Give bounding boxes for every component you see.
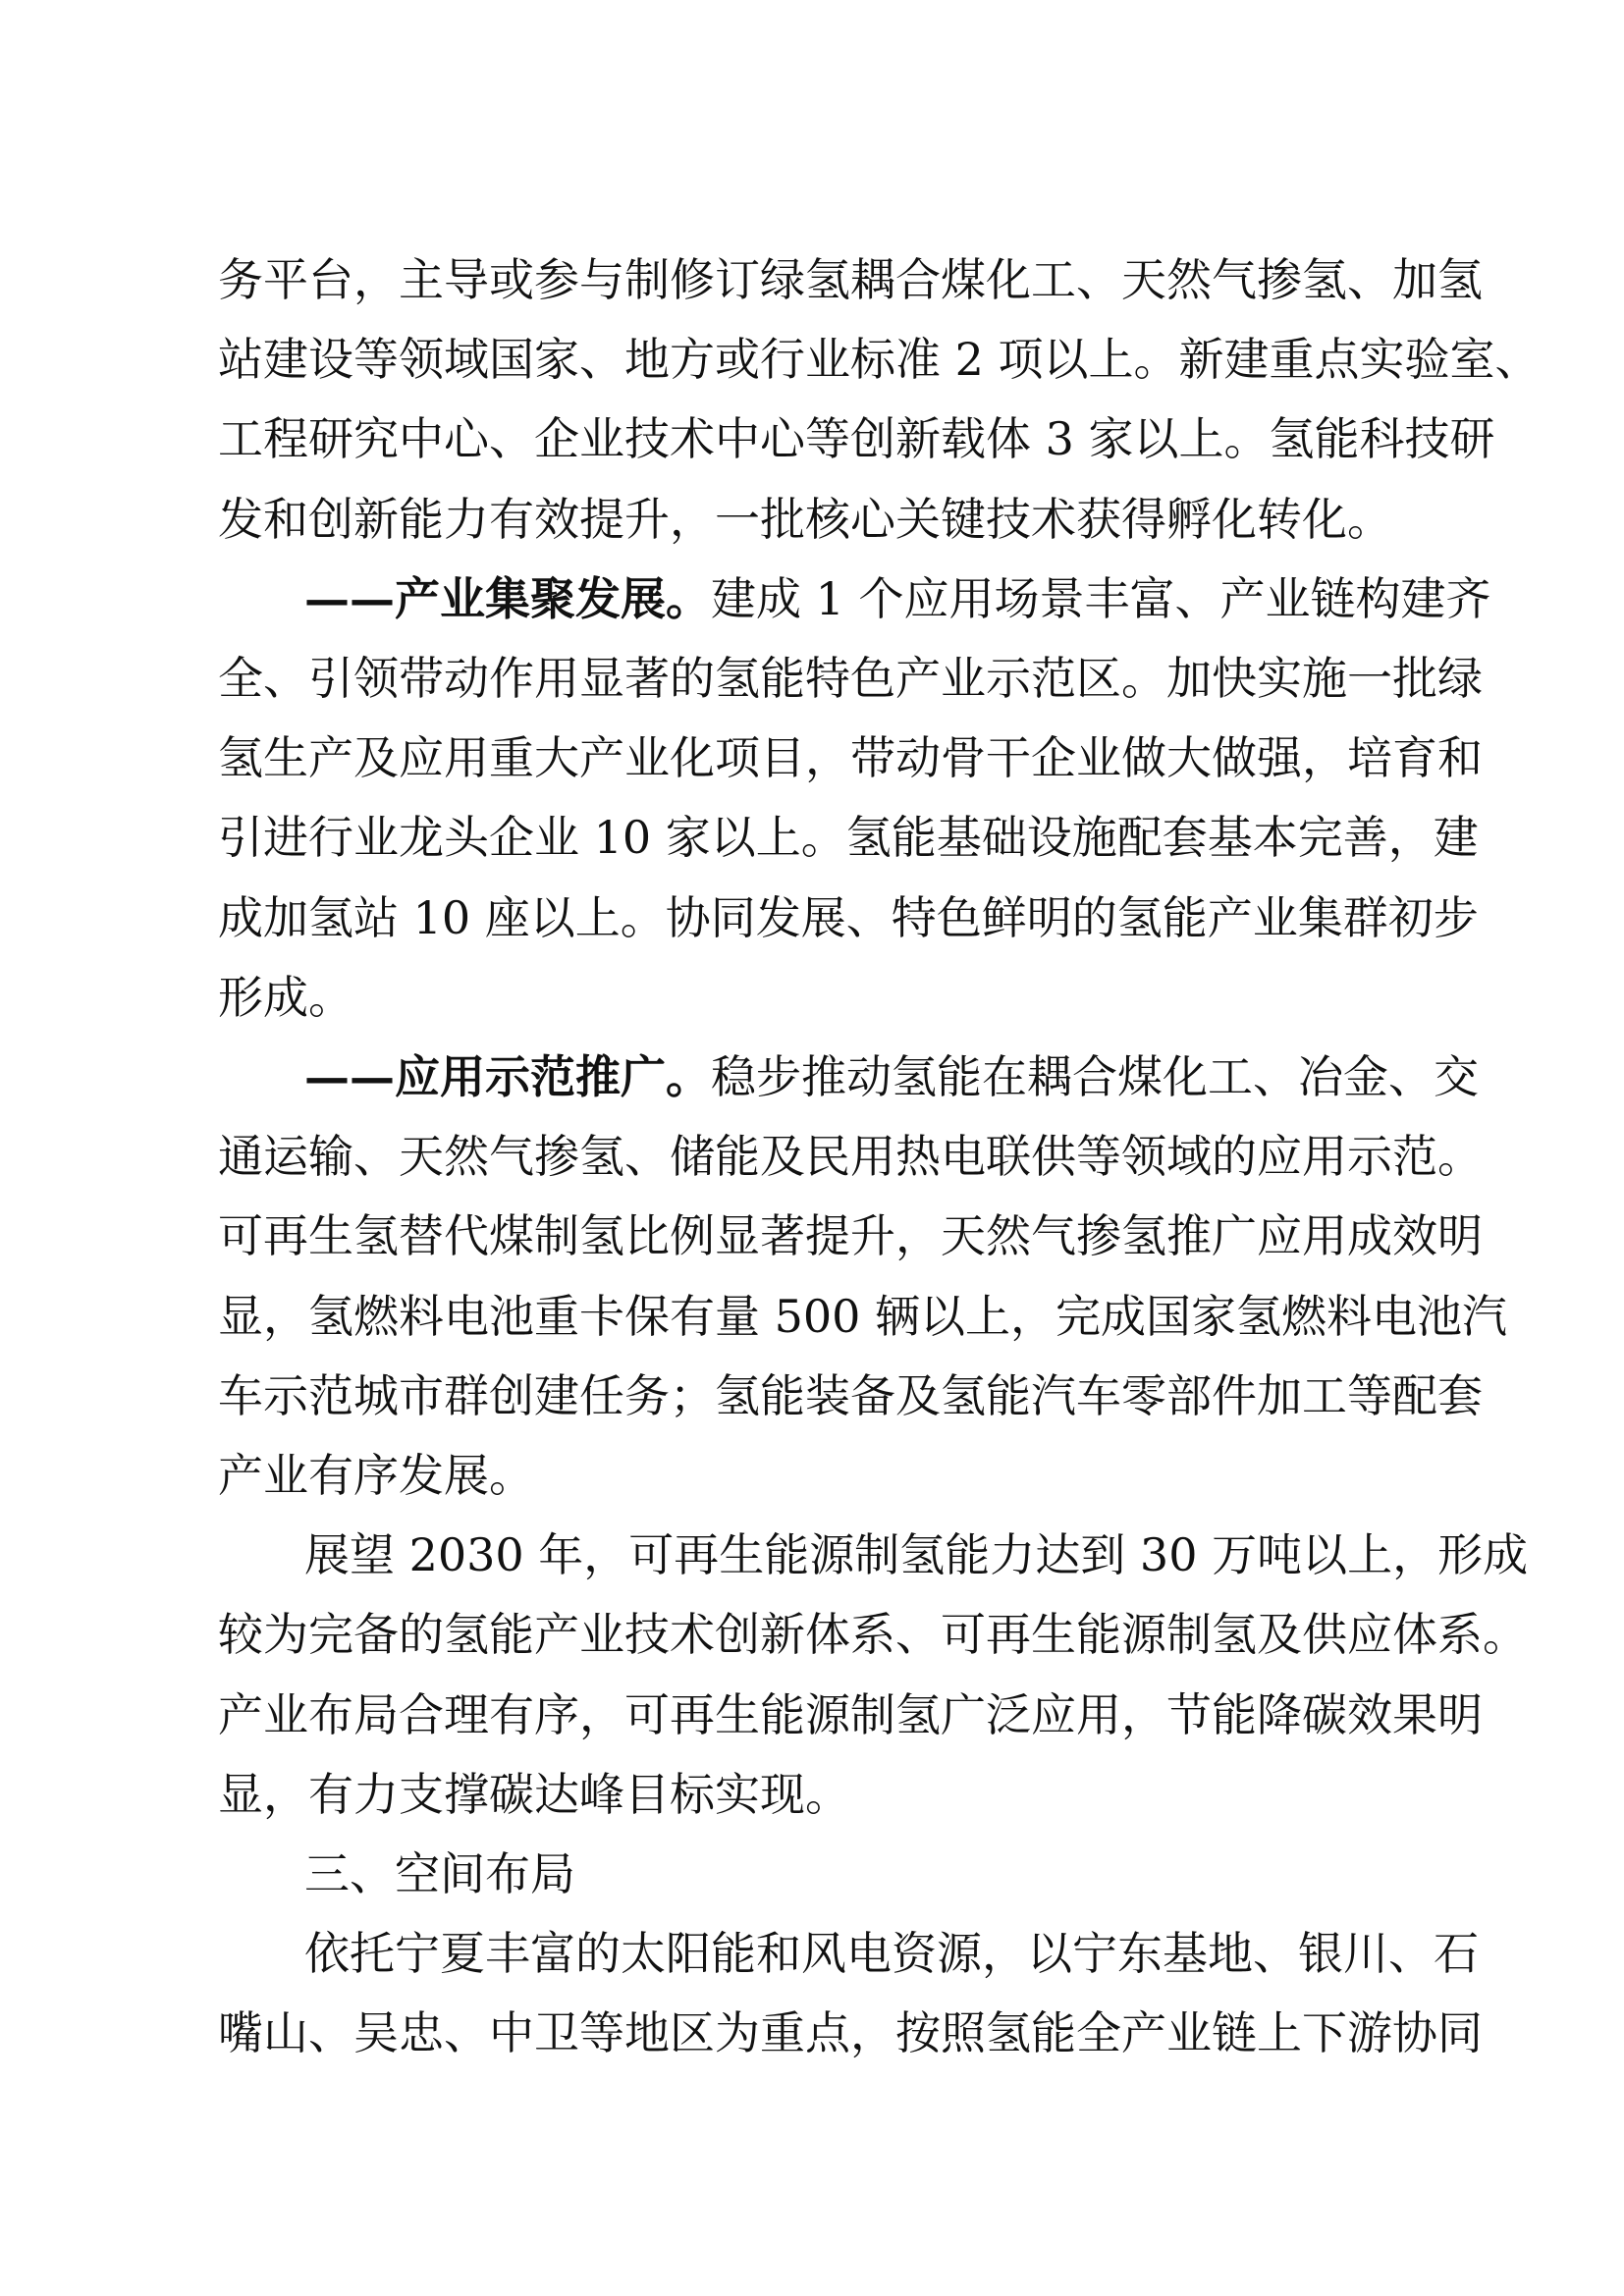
text-line (304, 1844, 1430, 1903)
text-line (218, 728, 1483, 787)
line-text: 务平台，主导或参与制修订绿氢耦合煤化工、天然气掺氢、加氢 (218, 253, 1483, 306)
line-text: 依托宁夏丰富的太阳能和风电资源，以宁东基地、银川、石 (304, 1927, 1479, 1981)
line-text: 展望 2030 年，可再生能源制氢能力达到 30 万吨以上，形成 (304, 1528, 1529, 1582)
line-text: 通运输、天然气掺氢、储能及民用热电联供等领域的应用示范。 (218, 1130, 1483, 1184)
text-line (218, 1446, 1430, 1505)
line-text: 可再生氢替代煤制氢比例显著提升，天然气掺氢推广应用成效明 (218, 1209, 1483, 1263)
line-text: 建成 1 个应用场景丰富、产业链构建齐 (711, 571, 1491, 625)
line-text: 工程研究中心、企业技术中心等创新载体 3 家以上。氢能科技研 (218, 412, 1495, 466)
text-line (218, 1366, 1483, 1425)
text-line (218, 250, 1483, 309)
line-text: 引进行业龙头企业 10 家以上。氢能基础设施配套基本完善，建 (218, 811, 1479, 865)
text-line (218, 1765, 1430, 1824)
text-line (218, 649, 1483, 708)
text-line (218, 490, 1430, 549)
line-text: 产业有序发展。 (218, 1449, 534, 1502)
bold-heading: ——产业集聚发展。 (304, 571, 711, 625)
text-line (218, 888, 1479, 947)
line-text: 全、引领带动作用显著的氢能特色产业示范区。加快实施一批绿 (218, 652, 1483, 705)
line-text: 产业布局合理有序，可再生能源制氢广泛应用，节能降碳效果明 (218, 1687, 1483, 1741)
text-line (304, 1047, 1479, 1106)
bold-heading: ——应用示范推广。 (304, 1050, 711, 1103)
text-line (304, 1525, 1529, 1584)
line-text: 形成。 (218, 970, 353, 1024)
line-text: 显，有力支撑碳达峰目标实现。 (218, 1767, 850, 1821)
text-line (218, 1685, 1483, 1744)
line-text: 发和创新能力有效提升，一批核心关键技术获得孵化转化。 (218, 492, 1392, 546)
text-line (218, 2003, 1483, 2062)
text-line (218, 1127, 1483, 1186)
line-text: 较为完备的氢能产业技术创新体系、可再生能源制氢及供应体系。 (218, 1608, 1528, 1662)
text-line (218, 1206, 1483, 1265)
line-text: 三、空间布局 (304, 1847, 575, 1900)
line-text: 嘴山、吴忠、中卫等地区为重点，按照氢能全产业链上下游协同 (218, 2006, 1483, 2060)
text-line (218, 808, 1479, 867)
text-line (218, 330, 1541, 389)
text-line (304, 569, 1491, 628)
text-line (304, 1924, 1479, 1983)
text-line (218, 968, 1430, 1027)
line-text: 氢生产及应用重大产业化项目，带动骨干企业做大做强，培育和 (218, 731, 1483, 785)
line-text: 成加氢站 10 座以上。协同发展、特色鲜明的氢能产业集群初步 (218, 890, 1479, 944)
text-line (218, 1287, 1508, 1346)
line-text: 稳步推动氢能在耦合煤化工、冶金、交 (711, 1050, 1479, 1103)
text-line (218, 1605, 1528, 1664)
line-text: 车示范城市群创建任务；氢能装备及氢能汽车零部件加工等配套 (218, 1368, 1483, 1422)
line-text: 显，氢燃料电池重卡保有量 500 辆以上，完成国家氢燃料电池汽 (218, 1289, 1508, 1343)
line-text: 站建设等领域国家、地方或行业标准 2 项以上。新建重点实验室、 (218, 333, 1541, 387)
text-line (218, 409, 1495, 468)
